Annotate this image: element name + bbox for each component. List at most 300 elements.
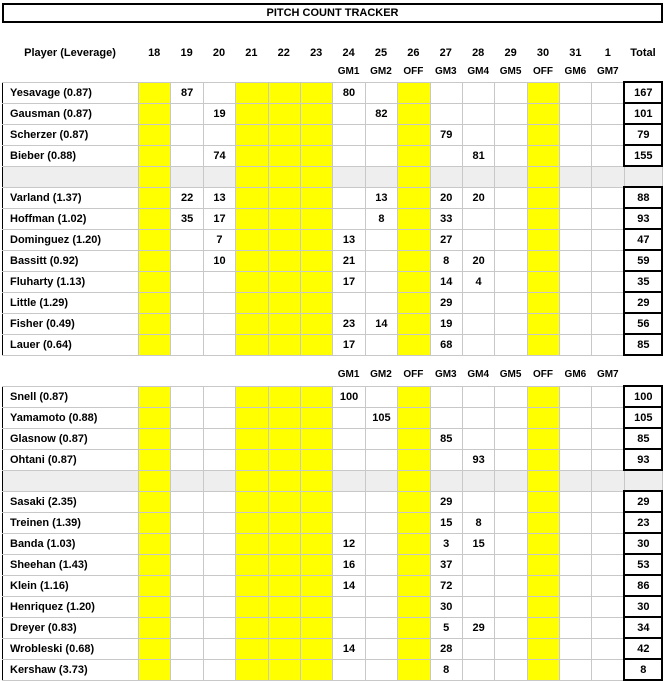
pitch-count-cell <box>365 292 397 313</box>
pitch-count-cell <box>495 292 527 313</box>
pitch-count-cell <box>300 82 332 103</box>
pitch-count-cell <box>236 166 268 187</box>
pitch-count-cell <box>398 638 430 659</box>
pitch-count-cell <box>236 554 268 575</box>
pitch-count-cell <box>300 512 332 533</box>
pitch-count-cell <box>462 659 494 680</box>
pitch-count-cell <box>236 208 268 229</box>
total-cell: 85 <box>624 334 662 355</box>
pitch-count-cell <box>560 575 592 596</box>
pitch-count-cell <box>592 187 624 208</box>
pitch-count-cell <box>430 470 462 491</box>
pitch-count-cell <box>495 271 527 292</box>
game-label: GM6 <box>564 369 587 380</box>
pitch-count-cell <box>268 103 300 124</box>
pitch-count-cell: 13 <box>333 229 365 250</box>
pitch-count-cell <box>171 124 203 145</box>
date-column-header: 18 <box>148 47 161 59</box>
tracker-title: PITCH COUNT TRACKER <box>2 3 663 23</box>
pitch-count-cell <box>333 166 365 187</box>
game-label: GM5 <box>499 66 522 77</box>
pitch-count-cell: 100 <box>333 386 365 407</box>
total-cell: 29 <box>624 491 662 512</box>
total-cell: 93 <box>624 449 662 470</box>
pitch-count-cell <box>398 407 430 428</box>
pitch-count-cell <box>398 575 430 596</box>
pitch-count-cell: 20 <box>462 187 494 208</box>
pitch-count-cell <box>398 292 430 313</box>
pitch-count-cell <box>560 533 592 554</box>
pitch-count-cell <box>560 124 592 145</box>
player-name: Snell (0.87) <box>3 386 139 407</box>
table-row <box>3 575 663 596</box>
player-name: Hoffman (1.02) <box>3 208 139 229</box>
total-cell: 8 <box>624 659 662 680</box>
date-column-header: 29 <box>504 47 517 59</box>
pitch-count-cell <box>398 313 430 334</box>
pitch-count-cell: 19 <box>203 103 235 124</box>
total-cell <box>624 470 662 491</box>
pitch-count-cell: 4 <box>462 271 494 292</box>
pitch-count-cell: 8 <box>462 512 494 533</box>
pitch-count-cell <box>268 617 300 638</box>
table-row <box>3 250 663 271</box>
pitch-count-cell <box>236 103 268 124</box>
pitch-count-cell <box>268 208 300 229</box>
player-name: Kershaw (3.73) <box>3 659 139 680</box>
pitch-count-cell <box>527 596 559 617</box>
pitch-count-cell <box>365 124 397 145</box>
pitch-count-cell <box>203 271 235 292</box>
pitch-count-cell <box>398 428 430 449</box>
game-label: GM4 <box>467 369 490 380</box>
pitch-count-cell <box>300 617 332 638</box>
table-row <box>3 229 663 250</box>
pitch-count-cell: 27 <box>430 229 462 250</box>
pitch-count-cell <box>527 313 559 334</box>
total-cell: 30 <box>624 596 662 617</box>
total-cell: 56 <box>624 313 662 334</box>
pitch-count-cell <box>365 638 397 659</box>
pitch-count-cell <box>171 229 203 250</box>
pitch-count-cell <box>139 428 171 449</box>
pitch-count-cell <box>560 208 592 229</box>
pitch-count-cell <box>495 103 527 124</box>
pitch-count-cell <box>560 103 592 124</box>
pitch-count-cell <box>139 124 171 145</box>
total-cell: 34 <box>624 617 662 638</box>
player-name: Dreyer (0.83) <box>3 617 139 638</box>
pitch-count-cell <box>462 229 494 250</box>
pitch-count-cell <box>398 103 430 124</box>
pitch-count-cell <box>398 250 430 271</box>
pitch-count-cell <box>139 313 171 334</box>
pitch-count-cell <box>300 659 332 680</box>
pitch-count-cell: 72 <box>430 575 462 596</box>
pitch-count-cell <box>171 596 203 617</box>
pitch-count-cell: 8 <box>430 250 462 271</box>
pitch-count-cell <box>236 407 268 428</box>
pitch-count-cell <box>268 659 300 680</box>
player-name: Treinen (1.39) <box>3 512 139 533</box>
total-cell: 59 <box>624 250 662 271</box>
pitch-count-cell: 29 <box>430 292 462 313</box>
table-row <box>3 334 663 355</box>
pitch-count-cell <box>333 512 365 533</box>
pitch-count-cell <box>203 596 235 617</box>
pitch-count-cell: 13 <box>203 187 235 208</box>
pitch-count-cell <box>139 659 171 680</box>
pitch-count-cell: 105 <box>365 407 397 428</box>
pitch-count-cell <box>495 82 527 103</box>
pitch-count-cell <box>203 407 235 428</box>
pitch-count-cell <box>171 166 203 187</box>
pitch-count-cell <box>527 103 559 124</box>
pitch-count-cell <box>300 407 332 428</box>
pitch-count-cell <box>139 334 171 355</box>
pitch-count-cell <box>527 145 559 166</box>
pitch-count-cell: 17 <box>203 208 235 229</box>
pitch-count-cell <box>592 229 624 250</box>
pitch-count-cell <box>560 596 592 617</box>
date-column-header: 28 <box>472 47 485 59</box>
pitch-count-cell <box>300 208 332 229</box>
total-cell: 42 <box>624 638 662 659</box>
pitch-count-cell <box>527 470 559 491</box>
pitch-count-cell <box>592 491 624 512</box>
pitch-count-cell <box>203 334 235 355</box>
player-name: Little (1.29) <box>3 292 139 313</box>
game-label: GM4 <box>467 66 490 77</box>
pitch-count-cell <box>398 386 430 407</box>
pitch-count-cell <box>365 449 397 470</box>
pitch-count-cell <box>300 638 332 659</box>
pitch-count-cell <box>495 407 527 428</box>
pitch-count-cell <box>495 250 527 271</box>
pitch-count-cell <box>333 428 365 449</box>
pitch-count-cell <box>495 470 527 491</box>
pitch-count-cell: 17 <box>333 334 365 355</box>
pitch-count-cell <box>495 449 527 470</box>
total-cell: 53 <box>624 554 662 575</box>
pitch-count-cell <box>398 617 430 638</box>
pitch-count-cell <box>560 491 592 512</box>
pitch-count-cell <box>398 449 430 470</box>
total-cell: 85 <box>624 428 662 449</box>
pitch-count-cell <box>139 617 171 638</box>
pitch-count-cell <box>300 554 332 575</box>
pitch-count-cell <box>236 386 268 407</box>
pitch-count-cell <box>365 659 397 680</box>
pitch-count-cell <box>495 512 527 533</box>
pitch-count-cell <box>365 575 397 596</box>
pitch-count-cell <box>527 512 559 533</box>
pitch-count-cell <box>462 638 494 659</box>
pitch-count-cell <box>139 250 171 271</box>
pitch-count-cell <box>333 145 365 166</box>
pitch-count-cell <box>236 271 268 292</box>
pitch-count-cell <box>365 145 397 166</box>
pitch-count-cell <box>398 470 430 491</box>
player-name: Ohtani (0.87) <box>3 449 139 470</box>
date-column-header: 27 <box>439 47 452 59</box>
pitch-count-cell <box>300 313 332 334</box>
game-label: GM7 <box>596 369 619 380</box>
player-name: Dominguez (1.20) <box>3 229 139 250</box>
table-row <box>3 103 663 124</box>
table-row <box>3 145 663 166</box>
pitch-count-cell <box>333 491 365 512</box>
pitch-count-cell <box>462 470 494 491</box>
pitch-count-cell <box>495 386 527 407</box>
pitch-count-cell: 28 <box>430 638 462 659</box>
pitch-count-cell <box>139 638 171 659</box>
pitch-count-cell <box>592 82 624 103</box>
pitch-count-cell <box>236 659 268 680</box>
player-name: Banda (1.03) <box>3 533 139 554</box>
pitch-count-cell <box>495 124 527 145</box>
player-name: Wrobleski (0.68) <box>3 638 139 659</box>
total-cell: 35 <box>624 271 662 292</box>
pitch-count-cell <box>333 124 365 145</box>
pitch-count-cell <box>268 575 300 596</box>
pitch-count-cell <box>495 491 527 512</box>
pitch-count-cell <box>268 386 300 407</box>
pitch-count-cell <box>398 229 430 250</box>
pitch-count-cell <box>171 145 203 166</box>
date-column-header: 24 <box>342 47 355 59</box>
game-label: GM3 <box>434 369 457 380</box>
pitch-count-cell <box>236 533 268 554</box>
pitch-count-cell <box>592 407 624 428</box>
pitch-count-cell <box>203 638 235 659</box>
date-column-header: 19 <box>180 47 193 59</box>
pitch-count-cell <box>398 208 430 229</box>
pitch-count-cell <box>527 292 559 313</box>
pitch-count-cell <box>462 554 494 575</box>
player-name: Gausman (0.87) <box>3 103 139 124</box>
pitch-count-cell: 12 <box>333 533 365 554</box>
pitch-count-cell <box>592 575 624 596</box>
pitch-count-cell <box>592 166 624 187</box>
pitch-count-cell <box>495 334 527 355</box>
pitch-count-cell <box>560 271 592 292</box>
game-label: GM6 <box>564 66 587 77</box>
pitch-count-cell <box>592 103 624 124</box>
pitch-count-cell <box>560 470 592 491</box>
pitch-count-cell <box>398 187 430 208</box>
pitch-count-cell: 13 <box>365 187 397 208</box>
pitch-count-cell <box>300 386 332 407</box>
table-row <box>3 187 663 208</box>
pitch-count-cell <box>365 250 397 271</box>
pitch-count-cell <box>236 229 268 250</box>
pitch-count-cell: 29 <box>462 617 494 638</box>
pitch-count-cell <box>171 470 203 491</box>
pitch-count-cell: 29 <box>430 491 462 512</box>
pitch-count-cell <box>527 659 559 680</box>
pitch-count-cell <box>430 145 462 166</box>
pitch-count-cell <box>268 124 300 145</box>
pitch-count-cell <box>365 166 397 187</box>
pitch-count-cell <box>398 596 430 617</box>
pitch-count-cell <box>139 208 171 229</box>
pitch-count-cell: 82 <box>365 103 397 124</box>
pitch-count-cell <box>398 533 430 554</box>
pitch-count-cell <box>268 229 300 250</box>
pitch-count-cell <box>592 145 624 166</box>
pitch-count-cell <box>236 638 268 659</box>
pitch-count-cell <box>236 187 268 208</box>
player-name: Bassitt (0.92) <box>3 250 139 271</box>
pitch-count-cell <box>236 82 268 103</box>
pitch-count-cell: 81 <box>462 145 494 166</box>
pitch-count-cell <box>365 82 397 103</box>
pitch-count-cell <box>430 449 462 470</box>
pitch-count-cell: 93 <box>462 449 494 470</box>
pitch-count-cell <box>171 334 203 355</box>
pitch-count-cell: 74 <box>203 145 235 166</box>
pitch-count-cell <box>527 124 559 145</box>
pitch-count-cell: 14 <box>430 271 462 292</box>
player-name: Scherzer (0.87) <box>3 124 139 145</box>
pitch-count-cell <box>203 512 235 533</box>
pitch-count-cell <box>495 187 527 208</box>
game-label: GM1 <box>337 66 360 77</box>
pitch-count-cell <box>560 145 592 166</box>
pitch-count-cell <box>300 449 332 470</box>
pitch-count-cell <box>268 596 300 617</box>
pitch-count-cell: 14 <box>333 575 365 596</box>
game-label: GM2 <box>370 66 392 77</box>
pitch-count-cell <box>560 617 592 638</box>
pitch-count-cell <box>495 208 527 229</box>
pitch-count-cell <box>300 533 332 554</box>
pitch-count-cell <box>203 554 235 575</box>
pitch-count-cell <box>365 470 397 491</box>
pitch-count-cell <box>495 575 527 596</box>
pitch-count-cell <box>592 659 624 680</box>
total-cell: 47 <box>624 229 662 250</box>
table-row <box>3 313 663 334</box>
table-row <box>3 82 663 103</box>
pitch-count-cell <box>527 334 559 355</box>
spacer-row <box>3 470 663 491</box>
pitch-count-cell <box>236 491 268 512</box>
pitch-count-cell <box>333 208 365 229</box>
table-row <box>3 449 663 470</box>
date-column-header: 23 <box>310 47 323 59</box>
pitch-count-cell <box>592 638 624 659</box>
pitch-count-cell <box>203 292 235 313</box>
pitch-count-cell <box>398 166 430 187</box>
pitch-count-cell <box>236 512 268 533</box>
pitch-count-cell <box>527 491 559 512</box>
pitch-count-cell: 5 <box>430 617 462 638</box>
pitch-count-cell <box>398 82 430 103</box>
player-name: Varland (1.37) <box>3 187 139 208</box>
table-row <box>3 638 663 659</box>
pitch-count-cell <box>365 554 397 575</box>
table-row <box>3 554 663 575</box>
pitch-count-cell <box>333 103 365 124</box>
pitch-count-cell <box>398 124 430 145</box>
pitch-count-cell <box>300 491 332 512</box>
pitch-count-cell <box>592 334 624 355</box>
total-cell: 100 <box>624 386 662 407</box>
player-name: Sasaki (2.35) <box>3 491 139 512</box>
pitch-count-cell <box>365 271 397 292</box>
pitch-count-cell <box>592 271 624 292</box>
pitch-count-cell <box>333 596 365 617</box>
total-cell: 30 <box>624 533 662 554</box>
pitch-count-cell <box>462 292 494 313</box>
table-row <box>3 659 663 680</box>
total-cell: 167 <box>624 82 662 103</box>
pitch-count-cell <box>495 145 527 166</box>
pitch-count-cell <box>398 334 430 355</box>
pitch-count-cell <box>333 449 365 470</box>
date-column-header: 26 <box>407 47 420 59</box>
pitch-count-cell <box>592 313 624 334</box>
pitch-count-cell <box>139 596 171 617</box>
pitch-count-cell <box>268 313 300 334</box>
pitch-count-cell <box>365 229 397 250</box>
pitch-count-cell <box>462 386 494 407</box>
pitch-count-cell <box>139 533 171 554</box>
pitch-count-cell <box>139 82 171 103</box>
pitch-count-cell <box>203 617 235 638</box>
pitch-count-cell <box>236 617 268 638</box>
pitch-count-cell <box>333 292 365 313</box>
pitch-count-cell <box>236 292 268 313</box>
date-column-header: 25 <box>374 47 388 59</box>
pitch-count-cell <box>398 271 430 292</box>
pitch-count-cell: 15 <box>462 533 494 554</box>
pitch-count-cell: 22 <box>171 187 203 208</box>
pitch-count-cell <box>300 596 332 617</box>
pitch-count-cell <box>365 617 397 638</box>
pitch-count-cell: 16 <box>333 554 365 575</box>
pitch-count-cell <box>171 386 203 407</box>
pitch-count-cell <box>236 470 268 491</box>
player-name <box>3 166 139 187</box>
pitch-count-cell <box>268 491 300 512</box>
table-row <box>3 533 663 554</box>
pitch-count-cell <box>203 470 235 491</box>
pitch-count-cell <box>560 512 592 533</box>
total-cell: 23 <box>624 512 662 533</box>
pitch-count-cell <box>333 659 365 680</box>
total-cell: 79 <box>624 124 662 145</box>
date-column-header: 31 <box>569 47 582 59</box>
pitch-count-cell <box>527 208 559 229</box>
pitch-count-cell: 87 <box>171 82 203 103</box>
pitch-count-cell <box>236 596 268 617</box>
pitch-count-cell <box>495 533 527 554</box>
pitch-count-cell <box>171 491 203 512</box>
pitch-count-cell <box>171 428 203 449</box>
player-name: Yamamoto (0.88) <box>3 407 139 428</box>
pitch-count-cell <box>203 575 235 596</box>
pitch-count-cell <box>139 554 171 575</box>
pitch-count-cell <box>560 187 592 208</box>
pitch-count-cell <box>365 386 397 407</box>
pitch-count-cell <box>236 124 268 145</box>
pitch-count-cell <box>527 82 559 103</box>
pitch-count-cell: 14 <box>365 313 397 334</box>
pitch-count-cell <box>592 124 624 145</box>
